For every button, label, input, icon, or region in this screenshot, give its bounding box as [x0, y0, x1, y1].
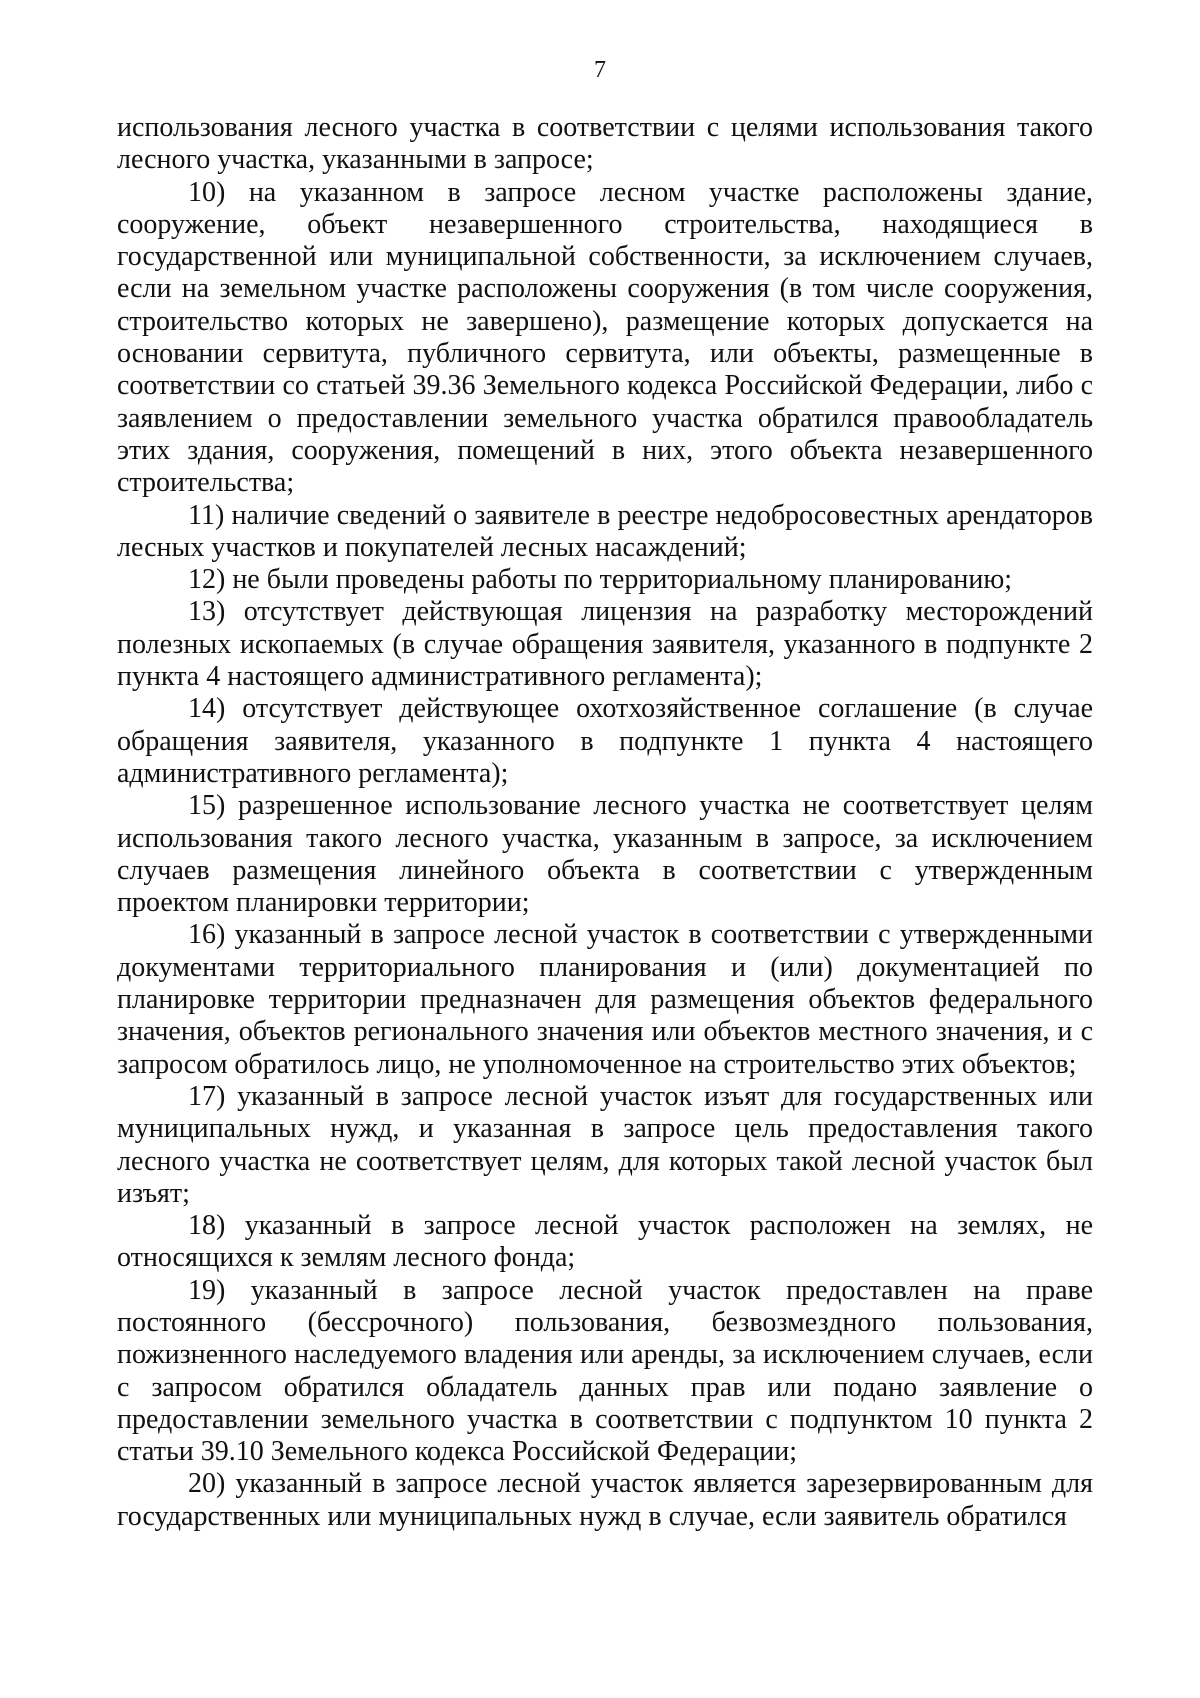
- list-item-14: 14) отсутствует действующее охотхозяйственное соглашение (в случае обращения заявителя, указанного в подпункте 1 пункта 4 настоящего административного регламента);: [117, 693, 1093, 789]
- page-number: 7: [594, 57, 606, 83]
- list-item-19: 19) указанный в запросе лесной участок предоставлен на праве постоянного (бессрочного) пользования, безвозмездного пользования, пожизненного наследуемого владения или аренды, за исключением случаев, если с запросом обратился обладатель данных прав или подано заявление о предоставлении земельного участка в соответствии с подпунктом 10 пункта 2 статьи 39.10 Земельного кодекса Российской Федерации;: [117, 1274, 1093, 1468]
- list-item-18: 18) указанный в запросе лесной участок расположен на землях, не относящихся к землям лесного фонда;: [117, 1210, 1093, 1274]
- list-item-10: 10) на указанном в запросе лесном участке расположены здание, сооружение, объект незавершенного строительства, находящиеся в государственной или муниципальной собственности, за исключением случаев, если на земельном участке расположены сооружения (в том числе сооружения, строительство которых не завершено), размещение которых допускается на основании сервитута, публичного сервитута, или объекты, размещенные в соответствии со статьей 39.36 Земельного кодекса Российской Федерации, либо с заявлением о предоставлении земельного участка обратился правообладатель этих здания, сооружения, помещений в них, этого объекта незавершенного строительства;: [117, 176, 1093, 499]
- list-item-17: 17) указанный в запросе лесной участок изъят для государственных или муниципальных нужд, и указанная в запросе цель предоставления такого лесного участка не соответствует целям, для которых такой лесной участок был изъят;: [117, 1080, 1093, 1209]
- list-item-13: 13) отсутствует действующая лицензия на разработку месторождений полезных ископаемых (в случае обращения заявителя, указанного в подпункте 2 пункта 4 настоящего административного регламента);: [117, 596, 1093, 693]
- list-item-11: 11) наличие сведений о заявителе в реестре недобросовестных арендаторов лесных участков и покупателей лесных насаждений;: [117, 499, 1093, 563]
- document-body: [117, 112, 1093, 1533]
- list-item-16: 16) указанный в запросе лесной участок в соответствии с утвержденными документами территориального планирования и (или) документацией по планировке территории предназначен для размещения объектов федерального значения, объектов регионального значения или объектов местного значения, и с запросом обратилось лицо, не уполномоченное на строительство этих объектов;: [117, 919, 1093, 1080]
- paragraph-continuation: использования лесного участка в соответствии с целями использования такого лесного участка, указанными в запросе;: [117, 112, 1093, 176]
- list-item-12: 12) не были проведены работы по территориальному планированию;: [188, 564, 1013, 596]
- list-item-15: 15) разрешенное использование лесного участка не соответствует целям использования такого лесного участка, указанным в запросе, за исключением случаев размещения линейного объекта в соответствии с утвержденным проектом планировки территории;: [117, 790, 1093, 919]
- list-item-20: 20) указанный в запросе лесной участок является зарезервированным для государственных или муниципальных нужд в случае, если заявитель обратился: [117, 1468, 1093, 1532]
